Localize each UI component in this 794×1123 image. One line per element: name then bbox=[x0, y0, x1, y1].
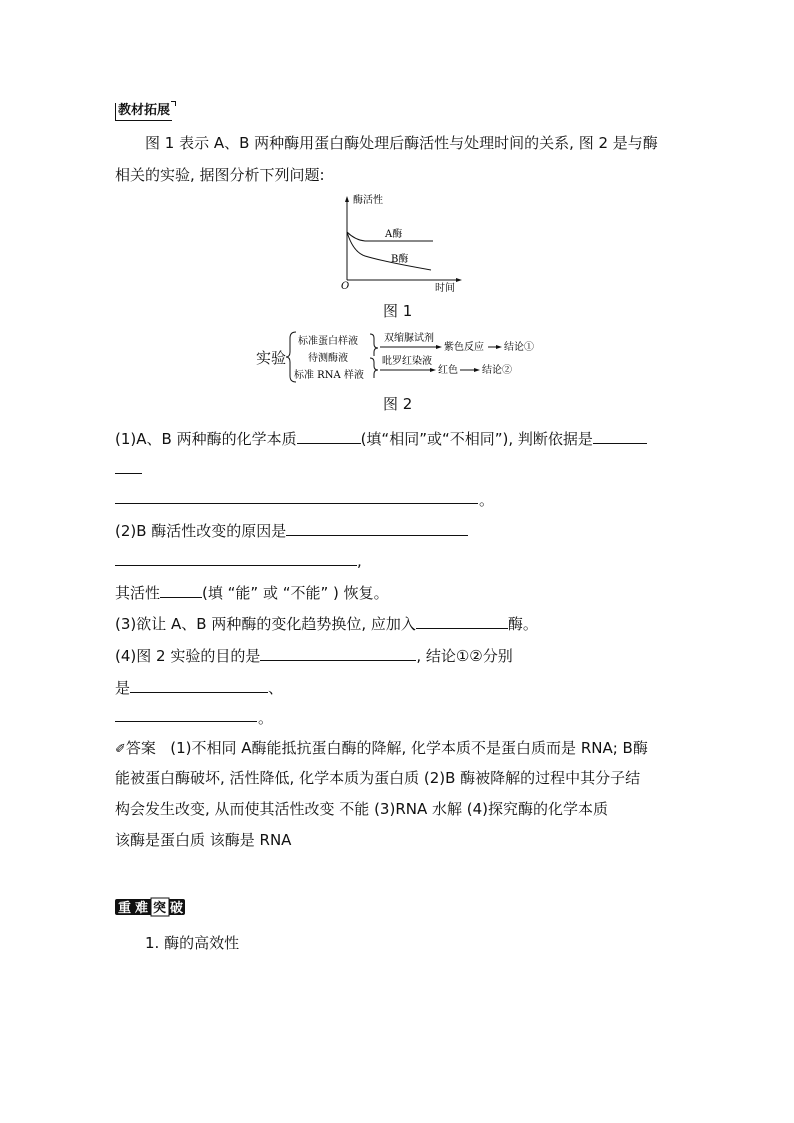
right-brace-bottom bbox=[370, 358, 378, 378]
q4-blank-1[interactable] bbox=[260, 644, 416, 661]
badge-char-1: 重 bbox=[118, 901, 132, 916]
question-2-b bbox=[115, 581, 389, 603]
row-1: 标准蛋白样液 bbox=[298, 336, 358, 347]
badge-char-3: 突 bbox=[153, 901, 167, 916]
x-axis-label: 时间 bbox=[435, 283, 455, 292]
question-1 bbox=[115, 427, 647, 449]
q1-end: 。 bbox=[479, 491, 495, 509]
answer-line-4: 该酶是蛋白质 该酶是 RNA bbox=[115, 831, 292, 849]
question-4-b bbox=[115, 676, 283, 698]
q2-blank-2[interactable] bbox=[160, 581, 202, 598]
answer-line-3: 构会发生改变, 从而使其活性改变 不能 (3)RNA 水解 (4)探究酶的化学本质 bbox=[115, 800, 609, 818]
q1-blank-1[interactable] bbox=[297, 427, 361, 444]
q4-end: 。 bbox=[258, 709, 274, 727]
x-axis-arrow bbox=[456, 278, 462, 282]
badge-char-4: 破 bbox=[170, 901, 184, 916]
q2-blank-1[interactable] bbox=[286, 519, 468, 536]
key-points-badge bbox=[113, 897, 187, 917]
curve-b-label: B酶 bbox=[391, 254, 409, 265]
q4-part-d: 、 bbox=[268, 679, 284, 697]
reagent-1: 双缩脲试剂 bbox=[384, 333, 434, 344]
y-axis-label: 酶活性 bbox=[353, 195, 383, 206]
q3-blank[interactable] bbox=[416, 612, 508, 629]
answer-mark: 答案 bbox=[125, 739, 156, 757]
intro-line-2: 相关的实验, 据图分析下列问题: bbox=[115, 166, 325, 184]
row-3: 标准 RNA 样液 bbox=[294, 370, 364, 381]
figure-1-caption: 图 1 bbox=[383, 302, 413, 320]
question-2 bbox=[115, 519, 468, 541]
answer-icon: ✐ bbox=[115, 742, 126, 757]
reagent-2: 吡罗红染液 bbox=[382, 356, 432, 367]
q2-part-c: (填 “能” 或 “不能” ) 恢复。 bbox=[202, 584, 389, 602]
q4-part-c: 是 bbox=[115, 679, 131, 697]
result-1: 紫色反应 bbox=[444, 342, 484, 353]
intro-line-1: 图 1 表示 A、B 两种酶用蛋白酶处理后酶活性与处理时间的关系, 图 2 是与酶 bbox=[145, 134, 658, 152]
figure-2-caption: 图 2 bbox=[383, 395, 413, 413]
q1-blank-2a[interactable] bbox=[593, 427, 647, 444]
y-axis-arrow bbox=[345, 196, 349, 202]
q4-blank-3[interactable] bbox=[115, 721, 257, 722]
result-2: 红色 bbox=[438, 365, 458, 376]
row-2: 待测酶液 bbox=[308, 353, 348, 364]
subheading: 1. 酶的高效性 bbox=[145, 934, 240, 952]
q4-part-a: (4)图 2 实验的目的是 bbox=[115, 647, 261, 665]
figure-2-diagram bbox=[284, 330, 544, 385]
right-brace-top bbox=[370, 334, 378, 356]
q3-part-b: 酶。 bbox=[507, 615, 538, 633]
q1-part-b: (填“相同”或“不相同”), 判断依据是 bbox=[360, 430, 593, 448]
origin-label: O bbox=[341, 281, 350, 292]
answer-line-2: 能被蛋白酶破坏, 活性降低, 化学本质为蛋白质 (2)B 酶被降解的过程中其分子结 bbox=[115, 769, 641, 787]
q4-part-b: , 结论①②分别 bbox=[416, 647, 513, 665]
answer-line-1 bbox=[115, 738, 648, 760]
q2-part-b: 其活性 bbox=[115, 584, 161, 602]
conclusion-1: 结论① bbox=[504, 342, 534, 353]
q1-part-a: (1)A、B 两种酶的化学本质 bbox=[115, 430, 297, 448]
q1-blank-2c[interactable] bbox=[115, 503, 478, 504]
section-tag: 教材拓展 bbox=[115, 103, 172, 121]
curve-a-label: A酶 bbox=[385, 229, 403, 240]
q2-blank-1b[interactable] bbox=[115, 565, 357, 566]
q4-blank-2[interactable] bbox=[130, 676, 268, 693]
q2-part-a: (2)B 酶活性改变的原因是 bbox=[115, 522, 287, 540]
badge-char-2: 难 bbox=[135, 901, 149, 916]
answer-text-1: (1)不相同 A酶能抵抗蛋白酶的降解, 化学本质不是蛋白质而是 RNA; B酶 bbox=[170, 739, 648, 757]
question-4 bbox=[115, 644, 513, 666]
q3-part-a: (3)欲让 A、B 两种酶的变化趋势换位, 应加入 bbox=[115, 615, 416, 633]
figure-2-label: 实验 bbox=[256, 349, 287, 367]
q2-comma: , bbox=[357, 552, 362, 570]
question-3 bbox=[115, 612, 538, 634]
figure-1-graph bbox=[335, 192, 465, 292]
q1-blank-2b[interactable] bbox=[115, 473, 142, 474]
conclusion-2: 结论② bbox=[482, 365, 512, 376]
